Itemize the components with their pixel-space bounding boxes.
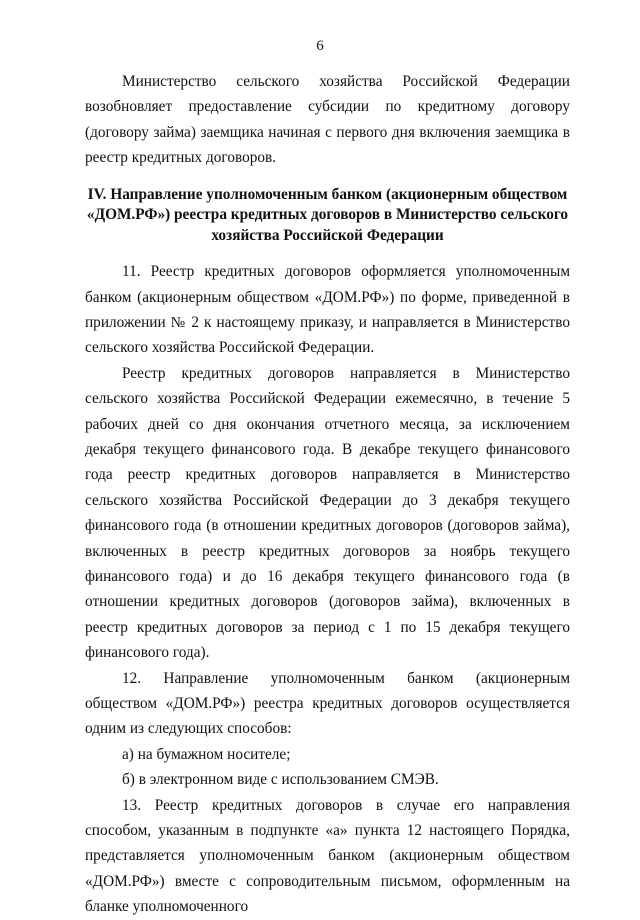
section-heading: IV. Направление уполномоченным банком (акционерным обществом «ДОМ.РФ») реестра кредитных договоров в Министерство сельского хозяйства Российской Федерации xyxy=(86,185,569,244)
list-item-paper: а) на бумажном носителе; xyxy=(122,745,291,763)
paragraph-registry-schedule: Реестр кредитных договоров направляется в Министерство сельского хозяйства Российской Федерации ежемесячно, в течение 5 рабочих дней со дня окончания отчетного месяца, за исключением декабря текущего финансового года. В декабре текущего финансового года реестр кредитных договоров направляется в Министерство сельского хозяйства Российской Федерации до 3 декабря текущего финансового года (в отношении кредитных договоров (договоров займа), включенных в реестр кредитных договоров за ноябрь текущего финансового года) и до 16 декабря текущего финансового года (в отношении кредитных договоров (договоров займа), включенных в реестр кредитных договоров за период с 1 по 15 декабря текущего финансового года). xyxy=(85,364,570,662)
paragraph-11: 11. Реестр кредитных договоров оформляется уполномоченным банком (акционерным обществом «ДОМ.РФ») по форме, приведенной в приложении № 2 к настоящему приказу, и направляется в Министерство сельского хозяйства Российской Федерации. xyxy=(85,263,570,357)
paragraph-12: 12. Направление уполномоченным банком (акционерным обществом «ДОМ.РФ») реестра кредитных договоров осуществляется одним из следующих способов: xyxy=(85,669,570,738)
list-item-electronic: б) в электронном виде с использованием СМЭВ. xyxy=(122,771,439,789)
paragraph-subsidy-resumption: Министерство сельского хозяйства Российской Федерации возобновляет предоставление субсидии по кредитному договору (договору займа) заемщика начиная с первого дня включения заемщика в реестр кредитных договоров. xyxy=(85,73,570,167)
document-body xyxy=(85,69,570,920)
paragraph-13: 13. Реестр кредитных договоров в случае его направления способом, указанным в подпункте «а» пункта 12 настоящего Порядка, представляется уполномоченным банком (акционерным обществом «ДОМ.РФ») вместе с сопроводительным письмом, оформленным на бланке уполномоченного xyxy=(85,796,570,916)
page-number: 6 xyxy=(316,38,324,54)
